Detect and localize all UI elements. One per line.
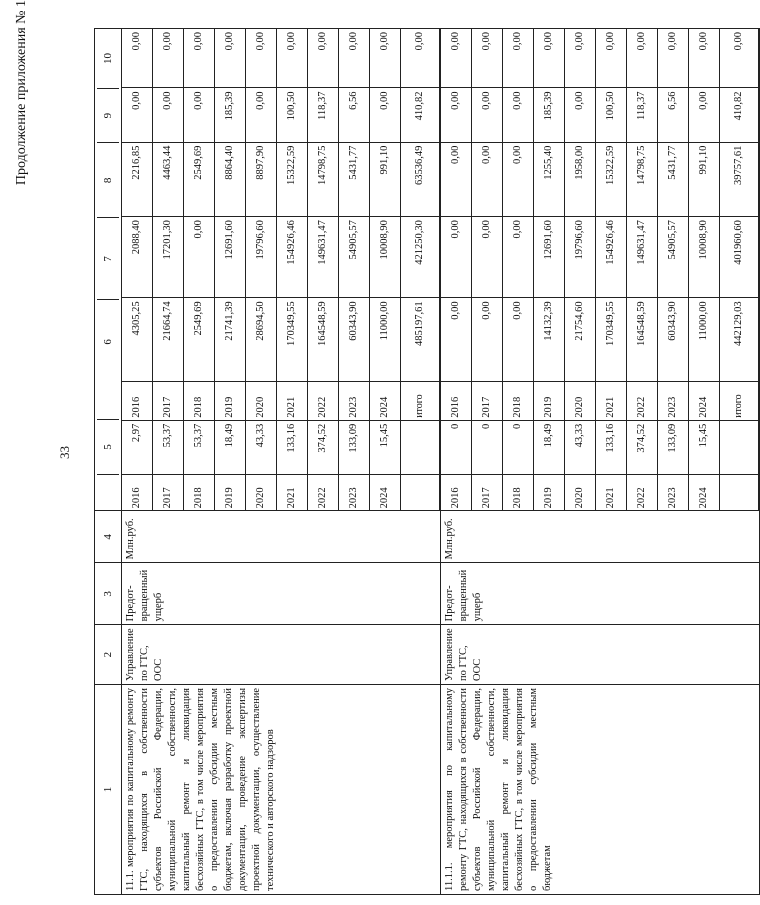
year: 2023 <box>339 382 370 421</box>
year: 2017 <box>153 474 184 510</box>
other-funding: 0,00 <box>215 29 246 88</box>
year: 2021 <box>277 474 308 510</box>
year: 2019 <box>215 382 246 421</box>
total-funding: 170349,55 <box>596 298 627 382</box>
total-funding: 0,00 <box>441 298 472 382</box>
total-funding: 28694,50 <box>246 298 277 382</box>
year: 2021 <box>277 382 308 421</box>
year-row <box>370 29 401 510</box>
other-funding: 0,00 <box>565 29 596 88</box>
local-funding: 410,82 <box>720 88 759 142</box>
col-number: 8 <box>97 143 119 218</box>
indicator-value: 43,33 <box>246 420 277 474</box>
federal-funding: 2088,40 <box>122 217 153 298</box>
regional-funding: 2549,69 <box>184 142 215 216</box>
indicator-value: 0 <box>441 420 472 474</box>
table-row <box>122 29 441 895</box>
regional-funding: 15322,59 <box>277 142 308 216</box>
other-funding: 0,00 <box>308 29 339 88</box>
other-funding: 0,00 <box>370 29 401 88</box>
regional-funding: 63536,49 <box>401 142 440 216</box>
year: 2016 <box>122 382 153 421</box>
indicator-value: 0 <box>503 420 534 474</box>
year: 2021 <box>596 474 627 510</box>
executor: Управление по ГТС, ООС <box>122 625 441 685</box>
total-funding: 4305,25 <box>122 298 153 382</box>
year-values-cell <box>122 29 441 511</box>
year-row <box>472 29 503 510</box>
measure-name: 11.1.1. мероприятия по капитальному ремонту ГТС, находящихся в собственности субъектов Российской Федерации, муниципальной собственности, капитальный ремонт и ликвидация бесхозяйных ГТС, в том числе мероприятия о предоставлении субсидии местным бюджетам <box>441 685 760 895</box>
indicator-value: 0 <box>472 420 503 474</box>
local-funding: 6,56 <box>339 88 370 142</box>
other-funding: 0,00 <box>596 29 627 88</box>
total-funding: 60343,90 <box>339 298 370 382</box>
year-row <box>308 29 339 510</box>
regional-funding: 1958,00 <box>565 142 596 216</box>
regional-funding: 39757,61 <box>720 142 759 216</box>
federal-funding: 54905,57 <box>658 217 689 298</box>
indicator-value: 133,09 <box>658 420 689 474</box>
year: 2024 <box>689 474 720 510</box>
indicator-value: 15,45 <box>370 420 401 474</box>
local-funding: 0,00 <box>689 88 720 142</box>
total-funding: 21754,60 <box>565 298 596 382</box>
year: 2022 <box>308 474 339 510</box>
col-number-group <box>95 29 122 511</box>
regional-funding: 0,00 <box>441 142 472 216</box>
col-number: 6 <box>97 300 119 384</box>
federal-funding: 0,00 <box>184 217 215 298</box>
year: 2022 <box>627 382 658 421</box>
regional-funding: 8897,90 <box>246 142 277 216</box>
indicator-value: 374,52 <box>627 420 658 474</box>
federal-funding: 12691,60 <box>534 217 565 298</box>
local-funding: 0,00 <box>503 88 534 142</box>
total-funding: 21664,74 <box>153 298 184 382</box>
local-funding: 0,00 <box>122 88 153 142</box>
year: 2023 <box>339 474 370 510</box>
year: 2024 <box>370 382 401 421</box>
local-funding: 118,37 <box>308 88 339 142</box>
year: 2020 <box>246 382 277 421</box>
other-funding: 0,00 <box>122 29 153 88</box>
local-funding: 118,37 <box>627 88 658 142</box>
year: 2018 <box>184 382 215 421</box>
year: 2018 <box>503 474 534 510</box>
total-funding: 2549,69 <box>184 298 215 382</box>
federal-funding: 154926,46 <box>596 217 627 298</box>
regional-funding: 5431,77 <box>658 142 689 216</box>
local-funding: 6,56 <box>658 88 689 142</box>
federal-funding: 19796,60 <box>565 217 596 298</box>
program-table <box>94 28 760 895</box>
indicator-value: 43,33 <box>565 420 596 474</box>
year: 2018 <box>184 474 215 510</box>
year-values-cell <box>441 29 760 511</box>
federal-funding: 12691,60 <box>215 217 246 298</box>
other-funding: 0,00 <box>339 29 370 88</box>
local-funding: 0,00 <box>565 88 596 142</box>
total-funding: 164548,59 <box>308 298 339 382</box>
total-funding: 442129,03 <box>720 298 759 382</box>
year: 2024 <box>689 382 720 421</box>
col-number: 1 <box>95 685 122 895</box>
col-number: 7 <box>97 218 119 300</box>
col-number: 4 <box>95 511 122 563</box>
continuation-label: Продолжение приложения № 1 <box>14 0 29 186</box>
year-row <box>246 29 277 510</box>
federal-funding: 149631,47 <box>308 217 339 298</box>
col-number: 10 <box>102 52 114 64</box>
regional-funding: 15322,59 <box>596 142 627 216</box>
federal-funding: 421250,30 <box>401 217 440 298</box>
total-funding: 164548,59 <box>627 298 658 382</box>
total-funding: 485197,61 <box>401 298 440 382</box>
year: 2022 <box>308 382 339 421</box>
total-row <box>401 29 440 510</box>
year: 2024 <box>370 474 401 510</box>
other-funding: 0,00 <box>658 29 689 88</box>
year: 2020 <box>565 382 596 421</box>
regional-funding: 991,10 <box>689 142 720 216</box>
federal-funding: 54905,57 <box>339 217 370 298</box>
year: 2023 <box>658 382 689 421</box>
local-funding: 185,39 <box>215 88 246 142</box>
col-number: 5 <box>97 420 119 475</box>
other-funding: 0,00 <box>689 29 720 88</box>
year: 2016 <box>441 382 472 421</box>
other-funding: 0,00 <box>401 29 440 88</box>
total-label: итого <box>401 382 440 421</box>
unit: Млн.руб. <box>122 511 441 563</box>
local-funding: 0,00 <box>153 88 184 142</box>
indicator-value: 18,49 <box>215 420 246 474</box>
local-funding: 185,39 <box>534 88 565 142</box>
year-row <box>596 29 627 510</box>
federal-funding: 10008,90 <box>370 217 401 298</box>
year-row <box>184 29 215 510</box>
indicator-value: 133,16 <box>277 420 308 474</box>
col-number: 2 <box>95 625 122 685</box>
year: 2021 <box>596 382 627 421</box>
federal-funding: 0,00 <box>441 217 472 298</box>
federal-funding: 10008,90 <box>689 217 720 298</box>
year: 2017 <box>472 382 503 421</box>
year: 2020 <box>565 474 596 510</box>
regional-funding: 4463,44 <box>153 142 184 216</box>
total-funding: 0,00 <box>472 298 503 382</box>
indicator-value: 53,37 <box>153 420 184 474</box>
other-funding: 0,00 <box>627 29 658 88</box>
regional-funding: 2216,85 <box>122 142 153 216</box>
indicator-value: 2,97 <box>122 420 153 474</box>
total-funding: 0,00 <box>503 298 534 382</box>
year-row <box>215 29 246 510</box>
indicator: Предот-вращенный ущерб <box>122 563 441 625</box>
col-number: 9 <box>97 88 119 143</box>
federal-funding: 154926,46 <box>277 217 308 298</box>
total-label: итого <box>720 382 759 421</box>
total-funding: 170349,55 <box>277 298 308 382</box>
other-funding: 0,00 <box>441 29 472 88</box>
other-funding: 0,00 <box>184 29 215 88</box>
indicator-value: 18,49 <box>534 420 565 474</box>
total-funding: 60343,90 <box>658 298 689 382</box>
federal-funding: 17201,30 <box>153 217 184 298</box>
year-row <box>339 29 370 510</box>
year: 2020 <box>246 474 277 510</box>
year-row <box>658 29 689 510</box>
table-row <box>441 29 760 895</box>
indicator-value: 15,45 <box>689 420 720 474</box>
federal-funding: 0,00 <box>503 217 534 298</box>
year: 2016 <box>122 474 153 510</box>
other-funding: 0,00 <box>246 29 277 88</box>
page-number: 33 <box>57 446 72 459</box>
total-funding: 11000,00 <box>370 298 401 382</box>
year-row <box>122 29 153 510</box>
year: 2017 <box>153 382 184 421</box>
col-number: 3 <box>95 563 122 625</box>
other-funding: 0,00 <box>472 29 503 88</box>
year-row <box>534 29 565 510</box>
year: 2019 <box>534 474 565 510</box>
total-row <box>720 29 759 510</box>
column-number-row <box>95 29 122 895</box>
local-funding: 100,50 <box>596 88 627 142</box>
year: 2019 <box>534 382 565 421</box>
federal-funding: 0,00 <box>472 217 503 298</box>
measure-name: 11.1. мероприятия по капитальному ремонту ГТС, находящихся в собственности субъектов Российской Федерации, муниципальной собственности, капитальный ремонт и ликвидация бесхозяйных ГТС, в том числе мероприятия о предоставлении субсидии местным бюджетам, включая разработку проектной документации, проведение экспертизы проектной документации, осуществление технического и авторского надзоров <box>122 685 441 895</box>
year: 2019 <box>215 474 246 510</box>
regional-funding: 5431,77 <box>339 142 370 216</box>
regional-funding: 0,00 <box>503 142 534 216</box>
federal-funding: 149631,47 <box>627 217 658 298</box>
other-funding: 0,00 <box>720 29 759 88</box>
year-row <box>153 29 184 510</box>
total-funding: 21741,39 <box>215 298 246 382</box>
year: 2022 <box>627 474 658 510</box>
other-funding: 0,00 <box>153 29 184 88</box>
local-funding: 0,00 <box>246 88 277 142</box>
other-funding: 0,00 <box>277 29 308 88</box>
total-funding: 14132,39 <box>534 298 565 382</box>
year: 2017 <box>472 474 503 510</box>
year-row <box>503 29 534 510</box>
federal-funding: 19796,60 <box>246 217 277 298</box>
local-funding: 0,00 <box>472 88 503 142</box>
executor: Управление по ГТС, ООС <box>441 625 760 685</box>
regional-funding: 14798,75 <box>627 142 658 216</box>
indicator-value: 374,52 <box>308 420 339 474</box>
unit: Млн.руб. <box>441 511 760 563</box>
regional-funding: 8864,40 <box>215 142 246 216</box>
indicator-value: 53,37 <box>184 420 215 474</box>
year: 2023 <box>658 474 689 510</box>
year-row <box>627 29 658 510</box>
local-funding: 0,00 <box>184 88 215 142</box>
local-funding: 0,00 <box>370 88 401 142</box>
year: 2016 <box>441 474 472 510</box>
year-row <box>689 29 720 510</box>
year-row <box>441 29 472 510</box>
indicator-value: 133,16 <box>596 420 627 474</box>
local-funding: 100,50 <box>277 88 308 142</box>
year-row <box>565 29 596 510</box>
indicator: Предот-вращенный ущерб <box>441 563 760 625</box>
federal-funding: 401960,60 <box>720 217 759 298</box>
local-funding: 0,00 <box>441 88 472 142</box>
year: 2018 <box>503 382 534 421</box>
total-funding: 11000,00 <box>689 298 720 382</box>
local-funding: 410,82 <box>401 88 440 142</box>
indicator-value: 133,09 <box>339 420 370 474</box>
regional-funding: 991,10 <box>370 142 401 216</box>
year-row <box>277 29 308 510</box>
other-funding: 0,00 <box>503 29 534 88</box>
regional-funding: 1255,40 <box>534 142 565 216</box>
regional-funding: 14798,75 <box>308 142 339 216</box>
regional-funding: 0,00 <box>472 142 503 216</box>
other-funding: 0,00 <box>534 29 565 88</box>
